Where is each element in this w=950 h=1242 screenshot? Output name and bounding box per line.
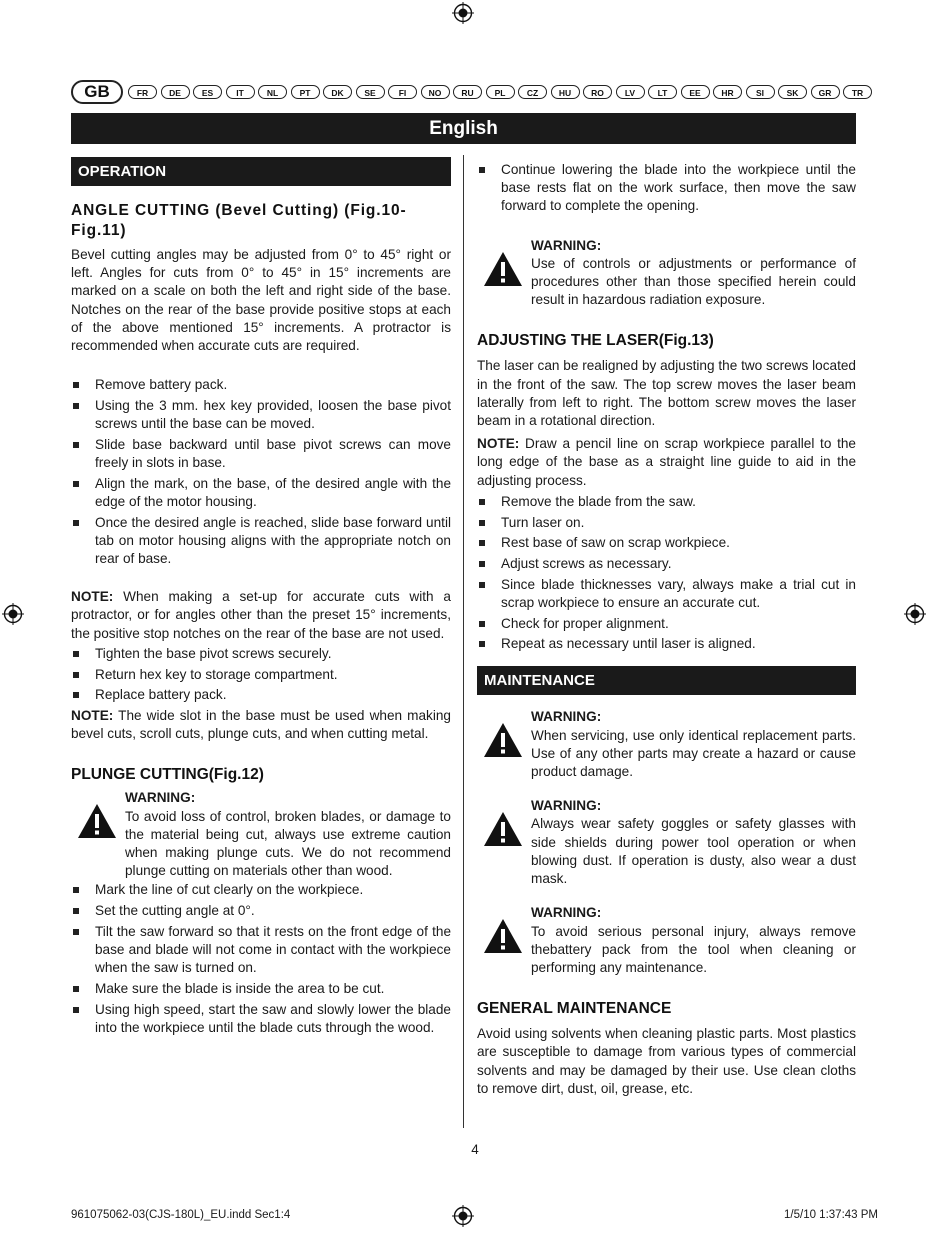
language-badge-si: SI: [746, 85, 775, 99]
list-item: Slide base backward until base pivot screws can move freely in slots in base.: [71, 436, 451, 472]
list-item: Using the 3 mm. hex key provided, loosen the base pivot screws until the base can be moved.: [71, 397, 451, 433]
list-item: Continue lowering the blade into the workpiece until the base rests flat on the work surface, then move the saw forward to complete the opening.: [477, 161, 856, 216]
language-badge-nl: NL: [258, 85, 287, 99]
language-badge-sk: SK: [778, 85, 807, 99]
list-item: Once the desired angle is reached, slide base forward until tab on motor housing aligns with the appropriate notch on rear of base.: [71, 514, 451, 569]
angle-steps-list-2: [71, 645, 451, 705]
note-pencil-line: [477, 435, 856, 490]
warning-title: WARNING:: [531, 798, 602, 814]
warning-plunge: [71, 789, 451, 880]
list-item: Repeat as necessary until laser is aligned.: [477, 635, 856, 653]
warning-title: WARNING:: [125, 790, 196, 806]
warning-safety-goggles: [477, 797, 856, 888]
note-text: The wide slot in the base must be used when making bevel cuts, scroll cuts, plunge cuts, and when cutting metal.: [71, 707, 451, 742]
list-item: Set the cutting angle at 0°.: [71, 902, 451, 920]
language-badge-dk: DK: [323, 85, 352, 99]
language-badge-hr: HR: [713, 85, 742, 99]
note-label: NOTE:: [477, 436, 520, 452]
list-item: Since blade thicknesses vary, always make a trial cut in scrap workpiece to ensure an accurate cut.: [477, 576, 856, 612]
left-column: [71, 155, 451, 1040]
language-badge-cz: CZ: [518, 85, 547, 99]
note-text: When making a set-up for accurate cuts with a protractor, or for angles other than the preset 15° increments, the positive stop notches on the rear of the base are not used.: [71, 589, 451, 641]
warning-replacement-parts: [477, 708, 856, 781]
list-item: Return hex key to storage compartment.: [71, 666, 451, 684]
language-badge-tr: TR: [843, 85, 872, 99]
language-badge-lt: LT: [648, 85, 677, 99]
footer-timestamp: 1/5/10 1:37:43 PM: [784, 1209, 878, 1221]
column-divider: [463, 155, 464, 1128]
warning-text: To avoid serious personal injury, always remove thebattery pack from the tool when cleaning or performing any maintenance.: [531, 923, 856, 975]
angle-cutting-intro: Bevel cutting angles may be adjusted from 0° to 45° right or left. Angles for cuts from 0° to 45° in 15° increments are marked on a scale on both the left and right side of the base. Notches on the rear of the base provide positive stops at each of the above mentioned 15° increments. A protractor is recommended when accurate cuts are required.: [71, 247, 451, 354]
warning-icon: [77, 803, 117, 839]
list-item: Align the mark, on the base, of the desired angle with the edge of the motor housing.: [71, 475, 451, 511]
warning-icon: [483, 918, 523, 954]
list-item: Using high speed, start the saw and slowly lower the blade into the workpiece until the blade cuts through the wood.: [71, 1001, 451, 1037]
section-title-operation: OPERATION: [71, 157, 451, 186]
note-label: NOTE:: [71, 589, 114, 605]
continue-step-list: [477, 161, 856, 216]
list-item: Check for proper alignment.: [477, 615, 856, 633]
warning-text: Use of controls or adjustments or performance of procedures other than those specified herein could result in hazardous radiation exposure.: [531, 255, 856, 308]
list-item: Turn laser on.: [477, 514, 856, 532]
list-item: Replace battery pack.: [71, 686, 451, 704]
language-badge-ro: RO: [583, 85, 612, 99]
language-badge-no: NO: [421, 85, 450, 99]
language-badge-it: IT: [226, 85, 255, 99]
language-badge-ru: RU: [453, 85, 482, 99]
plunge-steps-list: [71, 881, 451, 1037]
heading-general-maintenance: GENERAL MAINTENANCE: [477, 1000, 672, 1018]
footer-file-info: 961075062-03(CJS-180L)_EU.indd Sec1:4: [71, 1209, 291, 1221]
registration-mark-right: [904, 603, 926, 625]
list-item: Remove battery pack.: [71, 376, 451, 394]
list-item: Rest base of saw on scrap workpiece.: [477, 534, 856, 552]
list-item: Remove the blade from the saw.: [477, 493, 856, 511]
warning-icon: [483, 251, 523, 287]
page-number: 4: [471, 1142, 479, 1157]
general-maintenance-text: Avoid using solvents when cleaning plastic parts. Most plastics are susceptible to damage from various types of commercial solvents and may be damaged by their use. Use clean cloths to remove dirt, dust, oil, grease, etc.: [477, 1026, 856, 1096]
language-badge-se: SE: [356, 85, 385, 99]
note-text: Draw a pencil line on scrap workpiece parallel to the long edge of the base as a straight line guide to aid in the adjusting process.: [477, 436, 856, 488]
warning-text: Always wear safety goggles or safety glasses with side shields during power tool operation or when blowing dust. If operation is dusty, also wear a dust mask.: [531, 816, 856, 887]
language-badge-lv: LV: [616, 85, 645, 99]
laser-steps-list: [477, 493, 856, 654]
list-item: Tilt the saw forward so that it rests on the front edge of the base and blade will not come in contact with the workpiece when the saw is turned on.: [71, 923, 451, 978]
warning-title: WARNING:: [531, 237, 602, 253]
warning-text: When servicing, use only identical replacement parts. Use of any other parts may create a hazard or cause product damage.: [531, 727, 856, 780]
language-banner: English: [71, 113, 856, 144]
list-item: Tighten the base pivot screws securely.: [71, 645, 451, 663]
registration-mark-left: [2, 603, 24, 625]
note-protractor: [71, 588, 451, 643]
language-selector: [71, 80, 864, 104]
laser-intro: The laser can be realigned by adjusting the two screws located in the front of the saw. The top screw moves the laser beam laterally from left to right. The bottom screw moves the laser beam in a rotational direction.: [477, 358, 856, 429]
language-badge-de: DE: [161, 85, 190, 99]
section-title-maintenance: MAINTENANCE: [477, 666, 856, 695]
language-badge-es: ES: [193, 85, 222, 99]
warning-text: To avoid loss of control, broken blades, or damage to the material being cut, always use extreme caution when making plunge cuts. We do not recommend plunge cutting on materials other than wood.: [125, 808, 451, 879]
list-item: Make sure the blade is inside the area to be cut.: [71, 980, 451, 998]
angle-steps-list: [71, 376, 451, 568]
registration-mark-bottom: [452, 1205, 474, 1227]
heading-plunge-cutting: PLUNGE CUTTING(Fig.12): [71, 766, 264, 784]
registration-mark-top: [452, 2, 474, 24]
language-badge-fi: FI: [388, 85, 417, 99]
warning-battery-removal: [477, 904, 856, 977]
language-badge-hu: HU: [551, 85, 580, 99]
language-badge-ee: EE: [681, 85, 710, 99]
warning-icon: [483, 722, 523, 758]
list-item: Adjust screws as necessary.: [477, 555, 856, 573]
right-column: [477, 155, 856, 1098]
language-badge-fr: FR: [128, 85, 157, 99]
language-badge-active: GB: [71, 80, 123, 104]
note-label: NOTE:: [71, 707, 114, 723]
warning-title: WARNING:: [531, 905, 602, 921]
list-item: Mark the line of cut clearly on the workpiece.: [71, 881, 451, 899]
warning-radiation: [477, 237, 856, 310]
note-wide-slot: [71, 707, 451, 743]
heading-adjusting-laser: ADJUSTING THE LASER(Fig.13): [477, 332, 714, 350]
language-badge-pl: PL: [486, 85, 515, 99]
heading-angle-cutting: ANGLE CUTTING (Bevel Cutting) (Fig.10-Fig.11): [71, 202, 407, 239]
warning-icon: [483, 811, 523, 847]
warning-title: WARNING:: [531, 709, 602, 725]
language-badge-gr: GR: [811, 85, 840, 99]
language-badge-pt: PT: [291, 85, 320, 99]
